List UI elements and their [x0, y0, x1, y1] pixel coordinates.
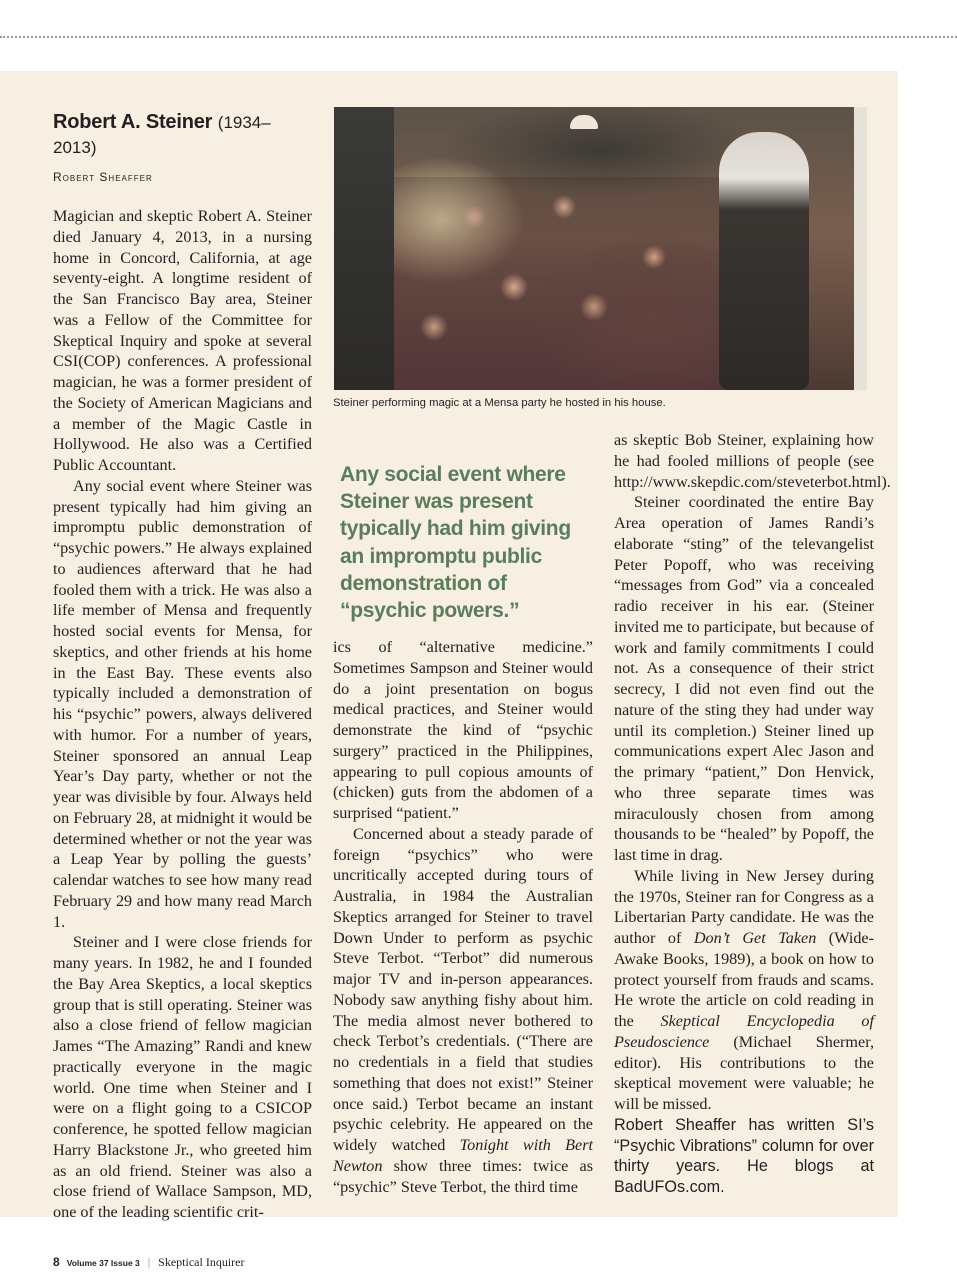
paragraph: Any social event where Steiner was present typically had him giving an impromptu public demonstration of “psychic powers.” He always explained to audiences afterward that he had fooled them with a trick. He was also a life member of Mensa and frequently hosted social events for Mensa, for skeptics, and other friends at his home in the East Bay. These events also typically included a demonstration of his “psychic” powers, always delivered with humor. For a number of years, Steiner sponsored an annual Leap Year’s Day party, whether or not the year was divisible by four. Always held on February 28, at midnight it would be determined whether or not the year was a Leap Year by polling the guests’ calendar watches to see how many read February 29 and how many read March 1.	[53, 476, 312, 931]
footer-separator: |	[147, 1255, 151, 1269]
paragraph: Steiner coordinated the entire Bay Area operation of James Randi’s elaborate “sting” of the televangelist Peter Popoff, who was receiving “messages from God” via a concealed radio receiver in his ear. (Steiner invited me to participate, but because of work and family commitments I could not. As a consequence of their strict secrecy, I did not even find out the nature of the sting they had under way until its completion.) Steiner lined up communications expert Alec Jason and the primary “patient,” Don Henvick, who three separate times was miraculously chosen from among thousands to be “healed” by Popoff, the last time in drag.	[614, 493, 874, 864]
paragraph: ics of “alternative medicine.” Sometimes Sampson and Steiner would do a joint presentation on bogus medical practices, and Steiner would demonstrate the kind of “psychic surgery” practiced in the Philippines, appearing to pull copious amounts of (chicken) guts from the abdomen of a surprised “patient.”	[333, 638, 593, 822]
pull-quote: Any social event where Steiner was present typically had him giving an impromptu public demonstration of “psychic powers.”	[340, 463, 571, 623]
photo-wall	[854, 107, 867, 390]
article-title	[53, 110, 312, 160]
column-3	[614, 430, 891, 1198]
paragraph: Steiner and I were close friends for many years. In 1982, he and I founded the Bay Area Skeptics, a local skeptics group that is still operating. Steiner was also a close friend of fellow magician James “The Amazing” Randi and knew practically everyone in the magic world. One time when Steiner and I were on a flight going to a CSICOP conference, he spotted fellow magician Harry Blackstone Jr., who greeted him as an old friend. Steiner was also a close friend of Wallace Sampson, MD, one of the leading scientific crit-	[53, 933, 312, 1221]
paragraph: as skeptic Bob Steiner, explaining how he had fooled millions of people (see http://www.skepdic.com/steveterbot.html).	[614, 431, 891, 491]
page-footer	[53, 1255, 244, 1270]
top-dotted-rule	[0, 36, 957, 38]
column-1	[53, 110, 312, 1223]
magazine-name: Skeptical Inquirer	[158, 1255, 245, 1269]
subject-years: (1934–2013)	[53, 113, 271, 157]
subject-name: Robert A. Steiner	[53, 111, 213, 133]
show-title: Tonight with Bert Newton	[333, 1136, 593, 1175]
column-2	[333, 637, 593, 1197]
paragraph: While living in New Jersey during the 1970s, Steiner ran for Congress as a Libertarian Party candidate. He was the author of Don’t Get Taken (Wide-Awake Books, 1989), a book on how to protect yourself from frauds and scams. He wrote the article on cold reading in the Skeptical Encyclopedia of Pseudoscience (Michael Shermer, editor). His contributions to the skeptical movement were valuable; he will be missed.	[614, 866, 874, 1113]
photo-caption: Steiner performing magic at a Mensa party he hosted in his house.	[333, 397, 666, 409]
book-title: Don’t Get Taken	[693, 929, 817, 947]
photo-ceiling-lamp	[570, 115, 598, 129]
photo-crowd	[394, 177, 724, 390]
page-number: 8	[53, 1255, 60, 1269]
author-bio: Robert Sheaffer has written SI’s “Psychic Vibrations” column for over thirty years. He blogs at BadUFOs.com.	[614, 1115, 874, 1196]
photo-standing-man	[719, 132, 809, 390]
byline: Robert Sheaffer	[53, 170, 153, 184]
encyclopedia-title: Skeptical Encyclopedia of Pseudoscience	[614, 1012, 874, 1051]
bio-author-name: Robert Sheaffer	[614, 1115, 736, 1134]
paragraph: Magician and skeptic Robert A. Steiner died January 4, 2013, in a nursing home in Concord, California, at age seventy-eight. A longtime resident of the San Francisco Bay area, Steiner was a Fellow of the Committee for Skeptical Inquiry and spoke at several CSI(COP) conferences. A professional magician, he was a former president of the Society of American Magicians and a member of the Magic Castle in Hollywood. He also was a Certified Public Accountant.	[53, 207, 312, 474]
issue-label: Volume 37 Issue 3	[66, 1258, 140, 1268]
paragraph: Concerned about a steady parade of foreign “psychics” who were uncritically accepted during tours of Australia, in 1984 the Australian Skeptics arranged for Steiner to travel Down Under to perform as psychic Steve Terbot. “Terbot” did numerous major TV and in-person appearances. Nobody saw anything fishy about him. The media almost never bothered to check Terbot’s credentials. (“There are no credentials in a field that studies something that does not exist!” Steiner once said.) Terbot became an instant psychic celebrity. He appeared on the widely watched Tonight with Bert Newton show three times: twice as “psychic” Steve Terbot, the third time	[333, 824, 593, 1196]
party-photo	[334, 107, 867, 390]
photo-window-area	[334, 107, 394, 390]
